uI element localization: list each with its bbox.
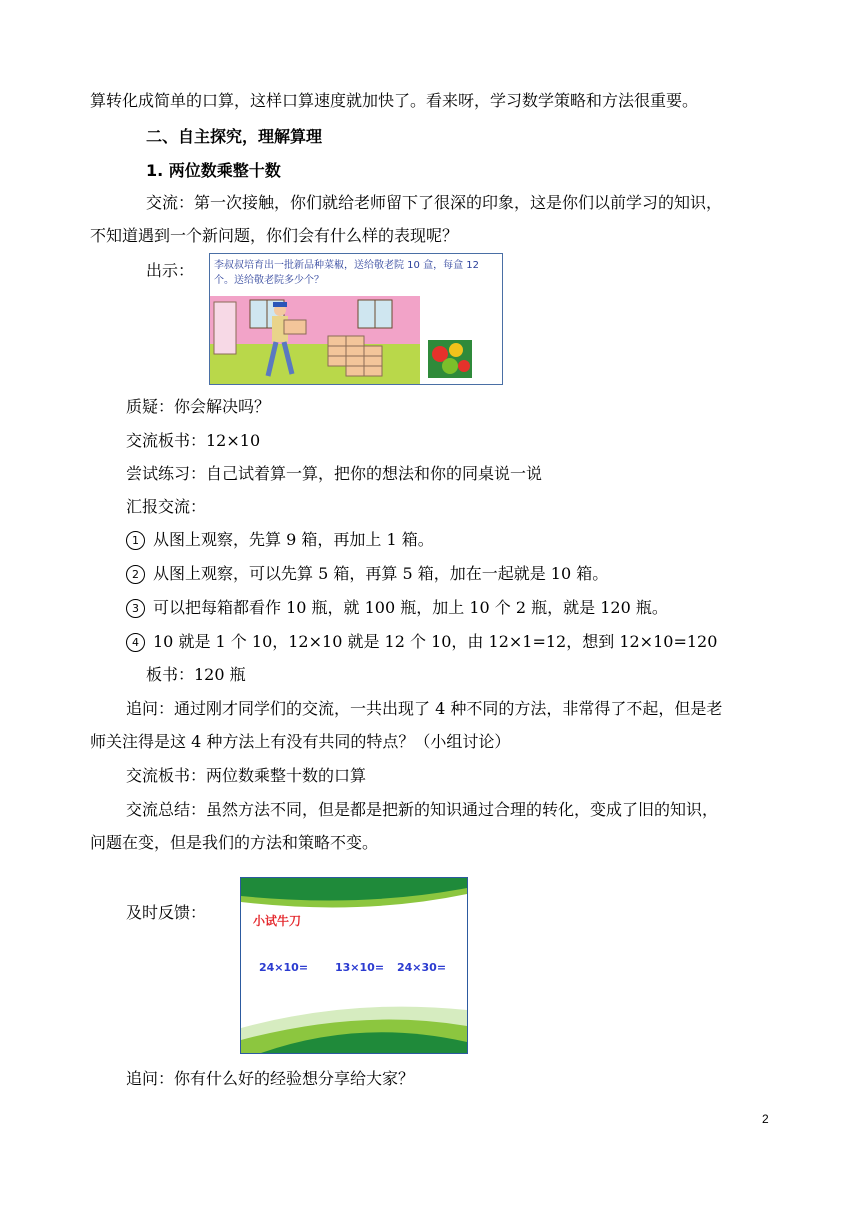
subsection-heading: 1. 两位数乘整十数 bbox=[146, 161, 281, 180]
paragraph-line: 交流总结：虽然方法不同，但是都是把新的知识通过合理的转化，变成了旧的知识， bbox=[126, 800, 719, 819]
list-item bbox=[126, 529, 434, 551]
delivery-scene-image bbox=[210, 254, 502, 384]
paragraph-line: 不知道遇到一个新问题，你们会有什么样的表现呢？ bbox=[90, 226, 459, 245]
item-number: 3 bbox=[126, 599, 145, 618]
exercise-slide bbox=[240, 877, 468, 1054]
equation: 24×10= bbox=[259, 961, 309, 974]
section-heading: 二、自主探究，理解算理 bbox=[146, 127, 323, 146]
list-item bbox=[126, 563, 608, 585]
show-label: 出示： bbox=[146, 261, 195, 280]
paragraph-line: 质疑：你会解决吗？ bbox=[126, 397, 271, 416]
page-number: 2 bbox=[762, 1112, 769, 1126]
item-text: 10 就是 1 个 10，12×10 就是 12 个 10，由 12×1=12，想到 12×10=120 bbox=[153, 632, 718, 651]
textbook-illustration bbox=[209, 253, 503, 385]
paragraph-line: 汇报交流： bbox=[126, 497, 207, 516]
illustration-caption: 李叔叔培育出一批新品种菜椒，送给敬老院 10 盒，每盒 12 个。送给敬老院多少个？ bbox=[214, 260, 479, 286]
paragraph-line: 交流板书：两位数乘整十数的口算 bbox=[126, 766, 367, 785]
item-text: 从图上观察，先算 9 箱，再加上 1 箱。 bbox=[153, 530, 434, 549]
paragraph-line: 交流：第一次接触，你们就给老师留下了很深的印象，这是你们以前学习的知识， bbox=[146, 193, 723, 212]
paragraph-line: 尝试练习：自己试着算一算，把你的想法和你的同桌说一说 bbox=[126, 464, 543, 483]
item-text: 可以把每箱都看作 10 瓶，就 100 瓶，加上 10 个 2 瓶，就是 120 瓶。 bbox=[153, 598, 668, 617]
list-item bbox=[126, 631, 717, 653]
paragraph-line: 板书：120 瓶 bbox=[146, 665, 246, 684]
item-text: 从图上观察，可以先算 5 箱，再算 5 箱，加在一起就是 10 箱。 bbox=[153, 564, 609, 583]
equation: 24×30= bbox=[397, 961, 447, 974]
paragraph-line: 算转化成简单的口算，这样口算速度就加快了。看来呀，学习数学策略和方法很重要。 bbox=[90, 91, 699, 110]
item-number: 2 bbox=[126, 565, 145, 584]
paragraph-line: 问题在变，但是我们的方法和策略不变。 bbox=[90, 833, 379, 852]
item-number: 1 bbox=[126, 531, 145, 550]
paragraph-line: 追问：通过刚才同学们的交流，一共出现了 4 种不同的方法，非常得了不起，但是老 bbox=[126, 699, 723, 718]
list-item bbox=[126, 597, 668, 619]
slide-title: 小试牛刀 bbox=[253, 914, 302, 928]
feedback-label: 及时反馈： bbox=[126, 903, 207, 922]
paragraph-line: 交流板书：12×10 bbox=[126, 431, 261, 450]
item-number: 4 bbox=[126, 633, 145, 652]
equation: 13×10= bbox=[335, 961, 385, 974]
paragraph-line: 追问：你有什么好的经验想分享给大家？ bbox=[126, 1069, 415, 1088]
paragraph-line: 师关注得是这 4 种方法上有没有共同的特点？（小组讨论） bbox=[90, 732, 511, 751]
